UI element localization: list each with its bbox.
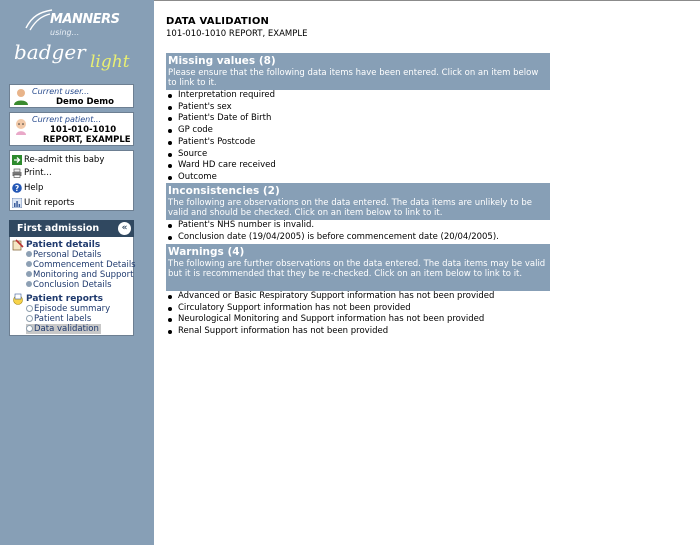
list-item[interactable]: Renal Support information has not been provided <box>166 326 550 338</box>
list-item[interactable]: Patient's Date of Birth <box>166 113 550 125</box>
patient-reports-icon <box>12 293 24 305</box>
current-patient-panel <box>9 112 134 146</box>
current-user-panel <box>9 84 134 108</box>
warnings-header <box>166 244 550 291</box>
printer-icon <box>12 168 22 178</box>
radio-icon <box>26 305 33 312</box>
nav-commencement-details[interactable]: Commencement Details <box>26 260 136 270</box>
logo-using-text: using... <box>50 28 80 37</box>
unit-reports-link[interactable] <box>12 197 74 209</box>
inconsistencies-title: Inconsistencies (2) <box>168 185 280 197</box>
page-subtitle: 101-010-1010 REPORT, EXAMPLE <box>166 29 308 39</box>
nav-patient-labels[interactable]: Patient labels <box>26 314 91 324</box>
list-item[interactable]: Outcome <box>166 172 550 184</box>
arrow-right-icon <box>12 155 22 165</box>
first-admission-header[interactable] <box>9 220 134 237</box>
current-patient-name: REPORT, EXAMPLE <box>43 135 131 145</box>
nav-data-validation[interactable]: Data validation <box>26 324 101 334</box>
missing-values-description: Please ensure that the following data items have been entered. Click on an item below to link to it. <box>168 68 539 88</box>
page-title: DATA VALIDATION <box>166 16 270 27</box>
nav-episode-summary[interactable]: Episode summary <box>26 304 110 314</box>
nav-conclusion-details[interactable]: Conclusion Details <box>26 280 112 290</box>
logo-manners-text: MANNERS <box>50 12 120 27</box>
list-item[interactable]: Neurological Monitoring and Support information has not been provided <box>166 314 550 326</box>
patient-details-icon <box>12 239 24 251</box>
warnings-description: The following are further observations on the data entered. The data items may be valid but it is recommended that they be re-checked. Click on an item below to link to it. <box>168 259 546 279</box>
list-item[interactable]: Advanced or Basic Respiratory Support information has not been provided <box>166 291 550 303</box>
list-item[interactable]: Patient's sex <box>166 102 550 114</box>
current-user-name: Demo Demo <box>56 97 114 107</box>
nav-monitoring-support[interactable]: Monitoring and Support <box>26 270 133 280</box>
inconsistencies-header <box>166 183 550 220</box>
list-item[interactable]: Ward HD care received <box>166 160 550 172</box>
list-item[interactable]: Circulatory Support information has not been provided <box>166 303 550 315</box>
missing-values-header <box>166 53 550 90</box>
radio-icon <box>26 315 33 322</box>
help-link[interactable] <box>12 182 43 194</box>
bullet-icon <box>26 251 32 257</box>
print-link[interactable] <box>12 167 52 179</box>
bullet-icon <box>26 261 32 267</box>
print-label: Print... <box>24 168 52 178</box>
list-item[interactable]: Conclusion date (19/04/2005) is before commencement date (20/04/2005). <box>166 232 550 244</box>
first-admission-panel <box>9 237 134 336</box>
inconsistencies-list <box>166 220 550 243</box>
help-label: Help <box>24 183 44 193</box>
warnings-title: Warnings (4) <box>168 246 245 258</box>
list-item[interactable]: Patient's NHS number is invalid. <box>166 220 550 232</box>
nav-personal-details[interactable]: Personal Details <box>26 250 101 260</box>
actions-panel <box>9 150 134 211</box>
bar-chart-icon <box>12 198 22 208</box>
patient-reports-title[interactable]: Patient reports <box>26 294 104 304</box>
list-item[interactable]: GP code <box>166 125 550 137</box>
list-item[interactable]: Source <box>166 149 550 161</box>
warnings-list <box>166 291 550 338</box>
main-content <box>154 0 700 545</box>
current-patient-label: Current patient... <box>32 115 102 124</box>
patient-details-title[interactable]: Patient details <box>26 240 101 250</box>
badger-light-logo <box>10 6 145 74</box>
logo-light-text: light <box>90 52 130 72</box>
inconsistencies-description: The following are observations on the data entered. The data items are unlikely to be valid and should be checked. Click on an item below to link to it. <box>168 198 533 218</box>
collapse-icon[interactable]: « <box>118 222 131 235</box>
bullet-icon <box>26 281 32 287</box>
user-icon <box>13 88 29 105</box>
list-item[interactable]: Patient's Postcode <box>166 137 550 149</box>
sidebar <box>0 0 154 545</box>
current-patient-id: 101-010-1010 <box>50 125 117 135</box>
readmit-baby-label: Re-admit this baby <box>24 155 105 165</box>
bullet-icon <box>26 271 32 277</box>
baby-icon <box>13 118 29 135</box>
svg-text:?: ? <box>14 184 20 193</box>
logo-badger-text: badger <box>14 40 86 64</box>
missing-values-title: Missing values (8) <box>168 55 276 67</box>
current-user-label: Current user... <box>32 87 90 96</box>
readmit-baby-link[interactable] <box>12 154 104 166</box>
missing-values-list <box>166 90 550 184</box>
unit-reports-label: Unit reports <box>24 198 75 208</box>
first-admission-title: First admission <box>17 223 100 234</box>
radio-icon <box>26 325 33 332</box>
list-item[interactable]: Interpretation required <box>166 90 550 102</box>
help-icon <box>12 183 22 193</box>
